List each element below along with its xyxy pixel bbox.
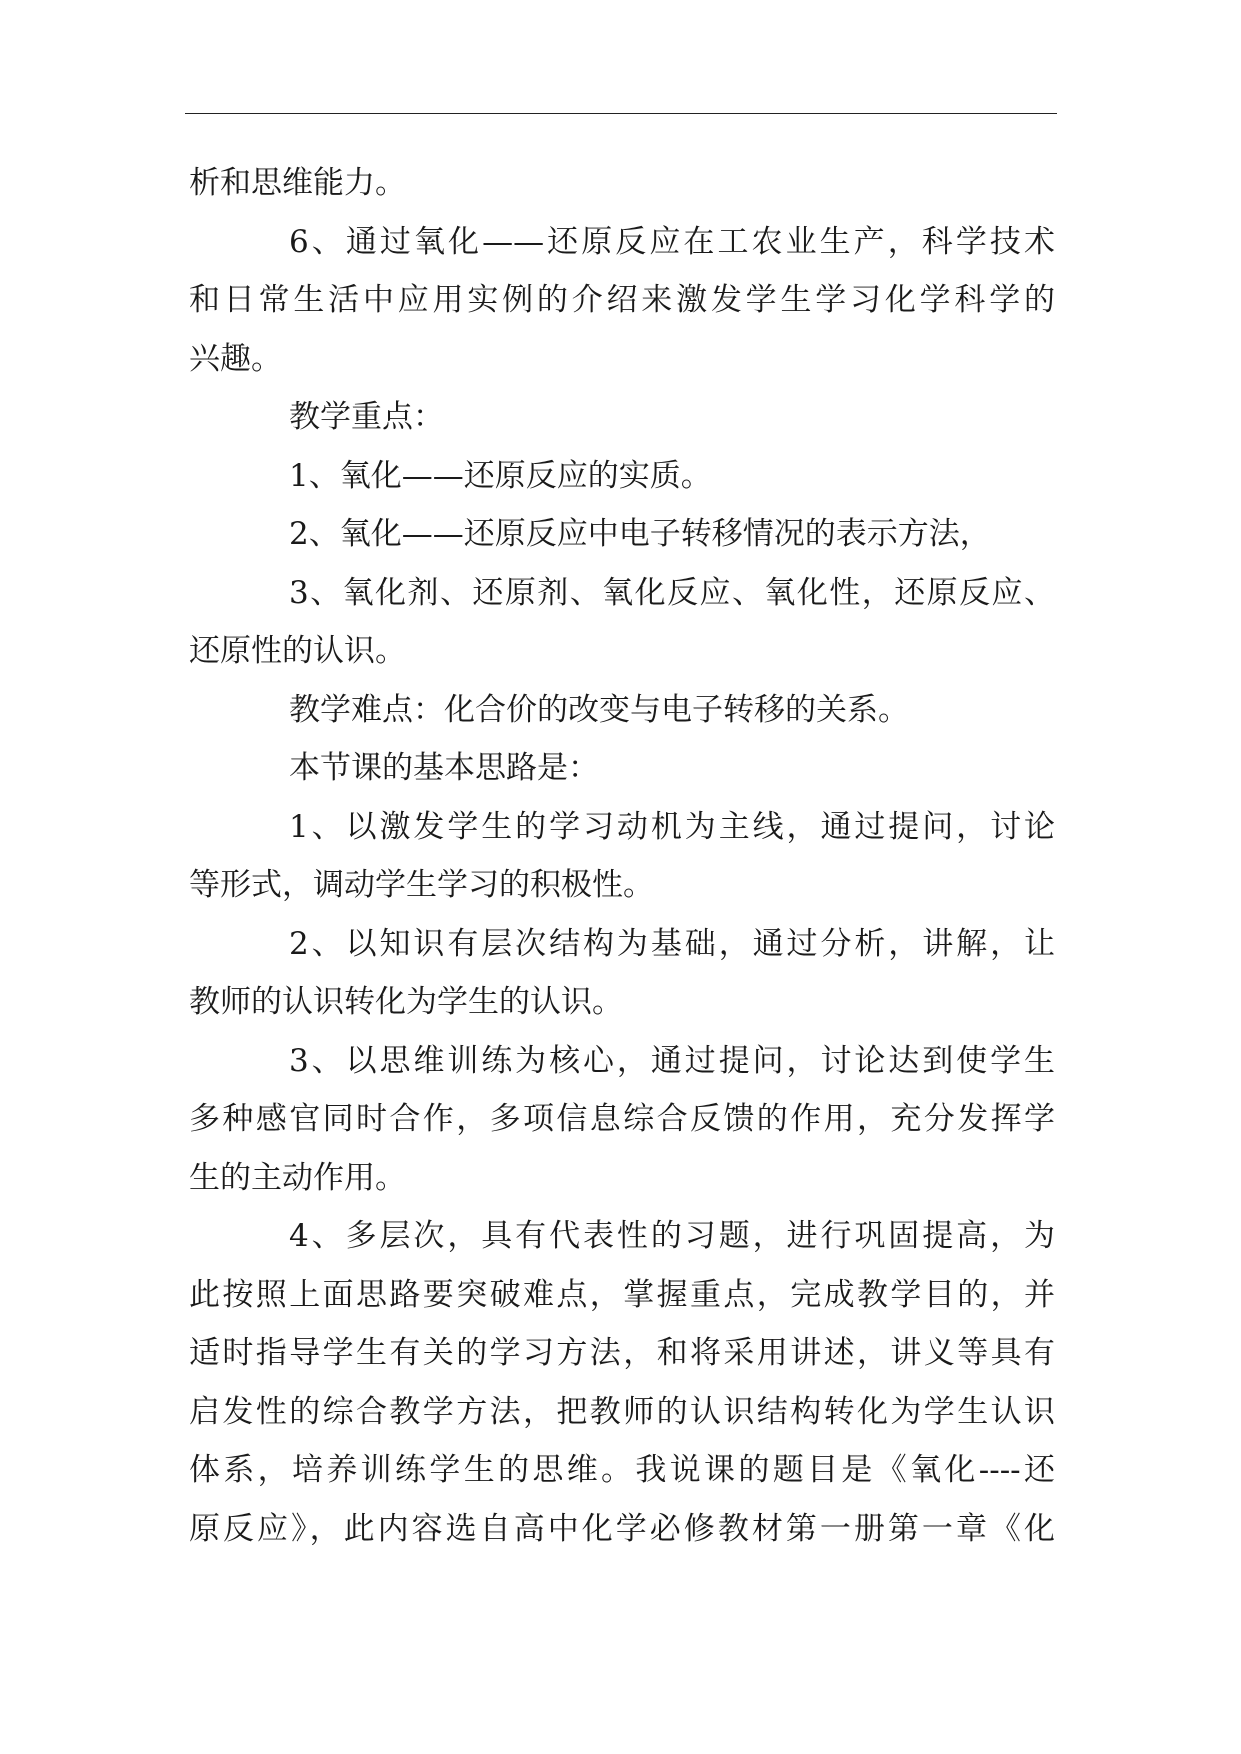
text-line: 多种感官同时合作，多项信息综合反馈的作用，充分发挥学 bbox=[189, 1101, 1055, 1137]
text-line: 原反应》，此内容选自高中化学必修教材第一册第一章《化 bbox=[189, 1510, 1055, 1547]
text-line: 6、通过氧化——还原反应在工农业生产，科学技术 bbox=[289, 223, 1055, 260]
header-rule bbox=[185, 113, 1057, 114]
document-body bbox=[189, 154, 1055, 1558]
text-line: 教师的认识转化为学生的认识。 bbox=[189, 984, 623, 1020]
text-line: 2、氧化——还原反应中电子转移情况的表示方法， bbox=[289, 516, 991, 552]
text-line: 兴趣。 bbox=[189, 340, 282, 377]
text-line: 教学难点：化合价的改变与电子转移的关系。 bbox=[289, 691, 909, 728]
text-line: 本节课的基本思路是： bbox=[289, 750, 599, 786]
text-line: 4、多层次，具有代表性的习题，进行巩固提高，为 bbox=[289, 1218, 1055, 1254]
text-line: 和日常生活中应用实例的介绍来激发学生学习化学科学的 bbox=[189, 282, 1055, 318]
text-line: 1、以激发学生的学习动机为主线，通过提问，讨论 bbox=[289, 808, 1055, 845]
text-line: 2、以知识有层次结构为基础，通过分析，讲解，让 bbox=[289, 925, 1055, 962]
text-line: 1、氧化——还原反应的实质。 bbox=[289, 457, 712, 494]
text-line: 生的主动作用。 bbox=[189, 1159, 406, 1196]
text-line: 3、以思维训练为核心，通过提问，讨论达到使学生 bbox=[289, 1042, 1055, 1079]
text-line: 等形式，调动学生学习的积极性。 bbox=[189, 867, 654, 903]
text-line: 适时指导学生有关的学习方法，和将采用讲述，讲义等具有 bbox=[189, 1335, 1055, 1371]
text-line: 3、氧化剂、还原剂、氧化反应、氧化性，还原反应、 bbox=[289, 574, 1055, 611]
text-line: 还原性的认识。 bbox=[189, 633, 406, 669]
text-line: 启发性的综合教学方法，把教师的认识结构转化为学生认识 bbox=[189, 1393, 1055, 1430]
text-line: 体系，培养训练学生的思维。我说课的题目是《氧化----还 bbox=[189, 1452, 1055, 1488]
text-line: 此按照上面思路要突破难点，掌握重点，完成教学目的，并 bbox=[189, 1276, 1055, 1313]
text-line: 析和思维能力。 bbox=[189, 165, 406, 201]
text-line: 教学重点： bbox=[289, 399, 444, 435]
